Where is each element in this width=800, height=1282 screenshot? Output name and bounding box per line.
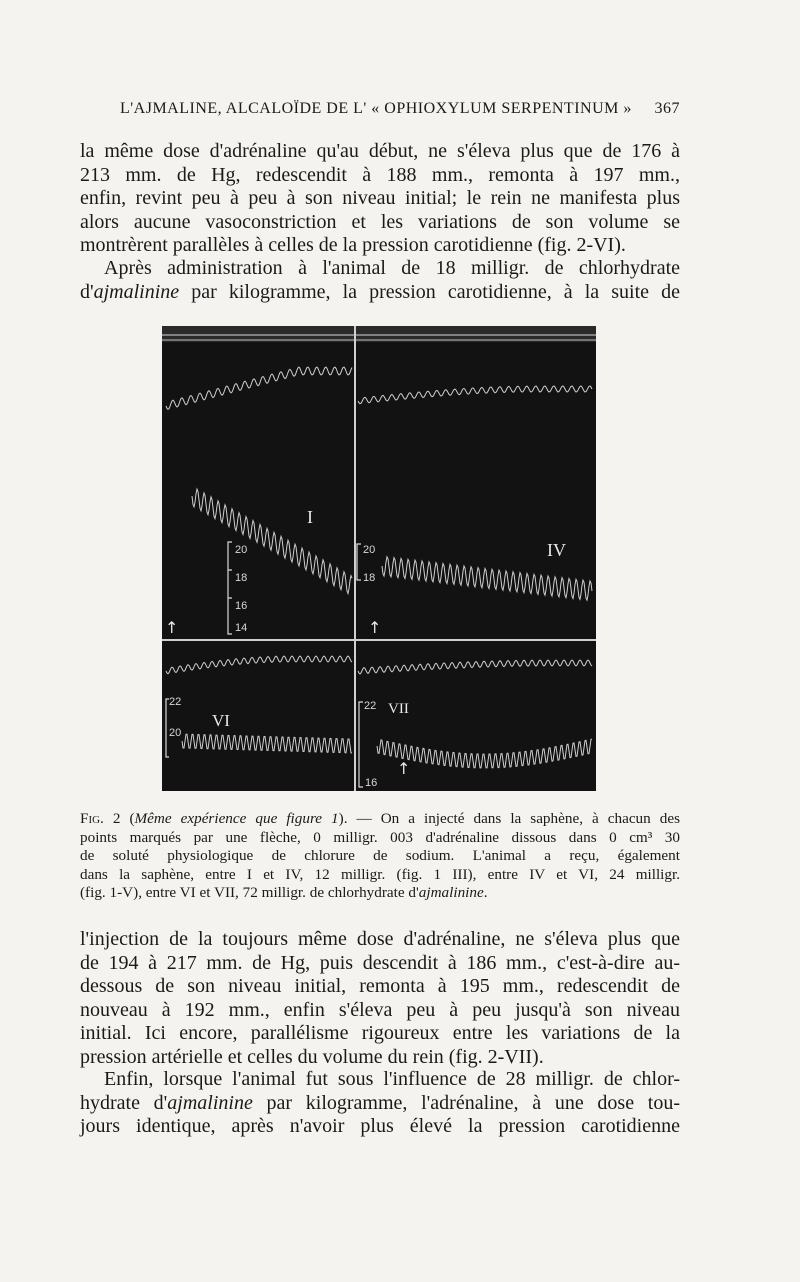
text-line: nouveau à 192 mm., enfin s'éleva peu à peu jusqu'à son niveau [80, 998, 680, 1021]
scale-label: 16 [235, 600, 248, 612]
italic-term: ajmalinine [418, 884, 484, 901]
caption-line [80, 884, 680, 903]
caption-line: de soluté physiologique de chlorure de sodium. L'animal a reçu, également [80, 847, 680, 864]
caption-label: Fig. 2 [80, 810, 121, 827]
paragraph-1 [80, 140, 680, 258]
caption-line: Fig. 2 (Même expérience que figure 1). — On a injecté dans la saphène, à chacun des [80, 810, 680, 827]
caption-italic: Même expérience que figure 1 [134, 810, 339, 827]
kymograph-figure [162, 326, 596, 791]
scale-label: 20 [235, 544, 248, 556]
text-line [80, 281, 680, 305]
text-line: de 194 à 217 mm. de Hg, puis descendit à 186 mm., c'est-à-dire au- [80, 951, 680, 974]
scale-label: 20 [169, 727, 182, 739]
text-run: . [483, 884, 488, 901]
scale-label: 14 [235, 622, 248, 634]
italic-term: ajmalinine [167, 1091, 253, 1114]
panel-label-VI: VI [212, 711, 230, 730]
arrow-marker: ↑ [368, 618, 382, 637]
page-number: 367 [654, 100, 680, 117]
text-line: alors aucune vasoconstriction et les variations de son volume se [80, 210, 680, 233]
scale-label: 22 [364, 700, 377, 712]
text-line: initial. Ici encore, parallélisme rigoureux entre les variations de la [80, 1022, 680, 1045]
text-run: (fig. 1-V), entre VI et VII, 72 milligr. de chlorhydrate d' [80, 884, 419, 901]
text-run: ). — On a injecté dans la saphène, à chacun des [338, 810, 680, 827]
text-line: pression artérielle et celles du volume du rein (fig. 2-VII). [80, 1045, 544, 1068]
scale-label: 20 [363, 544, 376, 556]
panel-label-IV: IV [547, 540, 566, 560]
caption-line: points marqués par une flèche, 0 milligr. 003 d'adrénaline dissous dans 0 cm³ 30 [80, 828, 680, 846]
panel-label-I: I [307, 507, 313, 527]
text-run: hydrate d' [80, 1091, 168, 1114]
panel-label-VII: VII [388, 701, 409, 717]
running-head [120, 100, 680, 118]
running-title: L'AJMALINE, ALCALOÏDE DE L' « OPHIOXYLUM SERPENTINUM » [120, 100, 632, 117]
text-line: enfin, revint peu à peu à son niveau initial; le rein ne manifesta plus [80, 187, 680, 210]
scale-label: 16 [365, 777, 378, 789]
text-line [80, 1092, 680, 1116]
text-run: d' [80, 280, 94, 303]
scale-label: 18 [235, 572, 248, 584]
text-run: par kilogramme, l'adrénaline, à une dose tou- [252, 1091, 680, 1114]
italic-term: ajmalinine [93, 280, 180, 303]
text-line: 213 mm. de Hg, redescendit à 188 mm., remonta à 197 mm., [80, 163, 680, 186]
kymograph-plate [162, 326, 596, 791]
text-line: l'injection de la toujours même dose d'adrénaline, ne s'éleva plus que [80, 928, 680, 950]
text-line: Enfin, lorsque l'animal fut sous l'influence de 28 milligr. de chlor- [104, 1068, 680, 1090]
arrow-marker: ↑ [165, 618, 179, 637]
caption-line: dans la saphène, entre I et IV, 12 milligr. (fig. 1 III), entre IV et VI, 24 milligr. [80, 865, 680, 883]
text-line: jours identique, après n'avoir plus élevé la pression carotidienne [80, 1115, 680, 1138]
text-run: par kilogramme, la pression carotidienne, à la suite de [179, 280, 680, 303]
text-line: la même dose d'adrénaline qu'au début, ne s'éleva plus que de 176 à [80, 140, 680, 162]
scale-label: 22 [169, 696, 182, 708]
arrow-marker: ↑ [397, 759, 411, 778]
text-line: montrèrent parallèles à celles de la pression carotidienne (fig. 2-VI). [80, 234, 626, 257]
paragraph-2 [80, 257, 680, 304]
paragraph-3 [80, 928, 680, 1070]
scale-label: 18 [363, 572, 376, 584]
paragraph-4 [80, 1068, 680, 1139]
text-line: dessous de son niveau initial, remonta à 195 mm., redescendit de [80, 975, 680, 998]
text-line: Après administration à l'animal de 18 milligr. de chlorhydrate [104, 257, 680, 279]
figure-caption [80, 810, 680, 903]
